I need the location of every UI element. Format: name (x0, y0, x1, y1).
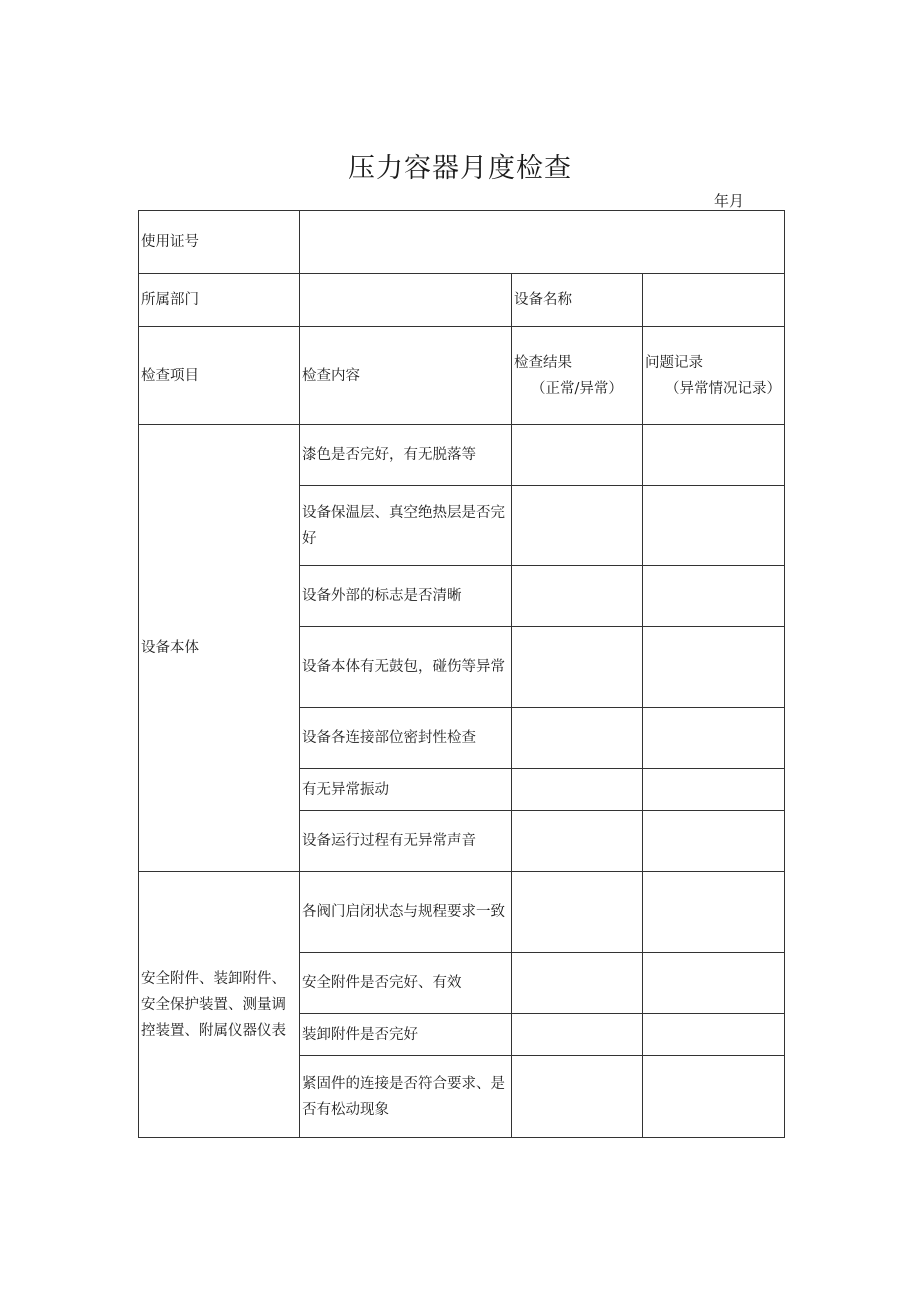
header-row (139, 327, 785, 425)
check-content: 安全附件是否完好、有效 (300, 953, 512, 1014)
check-content: 装卸附件是否完好 (300, 1014, 512, 1056)
record-cell[interactable] (643, 566, 785, 627)
check-content: 各阀门启闭状态与规程要求一致 (300, 872, 512, 953)
result-cell[interactable] (512, 708, 643, 769)
equip-name-label: 设备名称 (512, 274, 643, 327)
equip-name-field[interactable] (643, 274, 785, 327)
result-cell[interactable] (512, 872, 643, 953)
header-item: 检查项目 (139, 327, 300, 425)
check-content: 有无异常振动 (300, 769, 512, 811)
header-result-hint: （正常/异常） (531, 380, 623, 397)
cert-no-field[interactable] (300, 211, 785, 274)
group-name-safety: 安全附件、装卸附件、安全保护装置、测量调控装置、附属仪器仪表 (139, 872, 300, 1138)
record-cell[interactable] (643, 708, 785, 769)
check-content: 设备保温层、真空绝热层是否完好 (300, 486, 512, 566)
cert-no-label: 使用证号 (139, 211, 300, 274)
result-cell[interactable] (512, 769, 643, 811)
dept-row (139, 274, 785, 327)
record-cell[interactable] (643, 425, 785, 486)
record-cell[interactable] (643, 1056, 785, 1138)
check-content: 漆色是否完好，有无脱落等 (300, 425, 512, 486)
header-record-hint: （异常情况记录） (665, 380, 781, 397)
check-content: 设备本体有无鼓包，碰伤等异常 (300, 627, 512, 708)
dept-label: 所属部门 (139, 274, 300, 327)
header-result-title: 检查结果 (514, 354, 572, 371)
check-content: 设备各连接部位密封性检查 (300, 708, 512, 769)
header-result (512, 327, 643, 425)
header-record (643, 327, 785, 425)
page-title: 压力容器月度检查 (348, 153, 572, 184)
dept-field[interactable] (300, 274, 512, 327)
result-cell[interactable] (512, 425, 643, 486)
group-name-body: 设备本体 (139, 425, 300, 872)
result-cell[interactable] (512, 566, 643, 627)
check-content: 设备运行过程有无异常声音 (300, 811, 512, 872)
result-cell[interactable] (512, 811, 643, 872)
record-cell[interactable] (643, 486, 785, 566)
check-content: 紧固件的连接是否符合要求、是否有松动现象 (300, 1056, 512, 1138)
record-cell[interactable] (643, 872, 785, 953)
result-cell[interactable] (512, 1014, 643, 1056)
record-cell[interactable] (643, 769, 785, 811)
record-cell[interactable] (643, 1014, 785, 1056)
date-label: 年月 (714, 192, 745, 210)
result-cell[interactable] (512, 627, 643, 708)
result-cell[interactable] (512, 1056, 643, 1138)
header-record-title: 问题记录 (645, 354, 703, 371)
result-cell[interactable] (512, 486, 643, 566)
cert-no-row (139, 211, 785, 274)
record-cell[interactable] (643, 627, 785, 708)
table-row (139, 872, 785, 953)
record-cell[interactable] (643, 953, 785, 1014)
header-content: 检查内容 (300, 327, 512, 425)
table-row (139, 425, 785, 486)
result-cell[interactable] (512, 953, 643, 1014)
check-content: 设备外部的标志是否清晰 (300, 566, 512, 627)
record-cell[interactable] (643, 811, 785, 872)
inspection-table (138, 210, 785, 1138)
